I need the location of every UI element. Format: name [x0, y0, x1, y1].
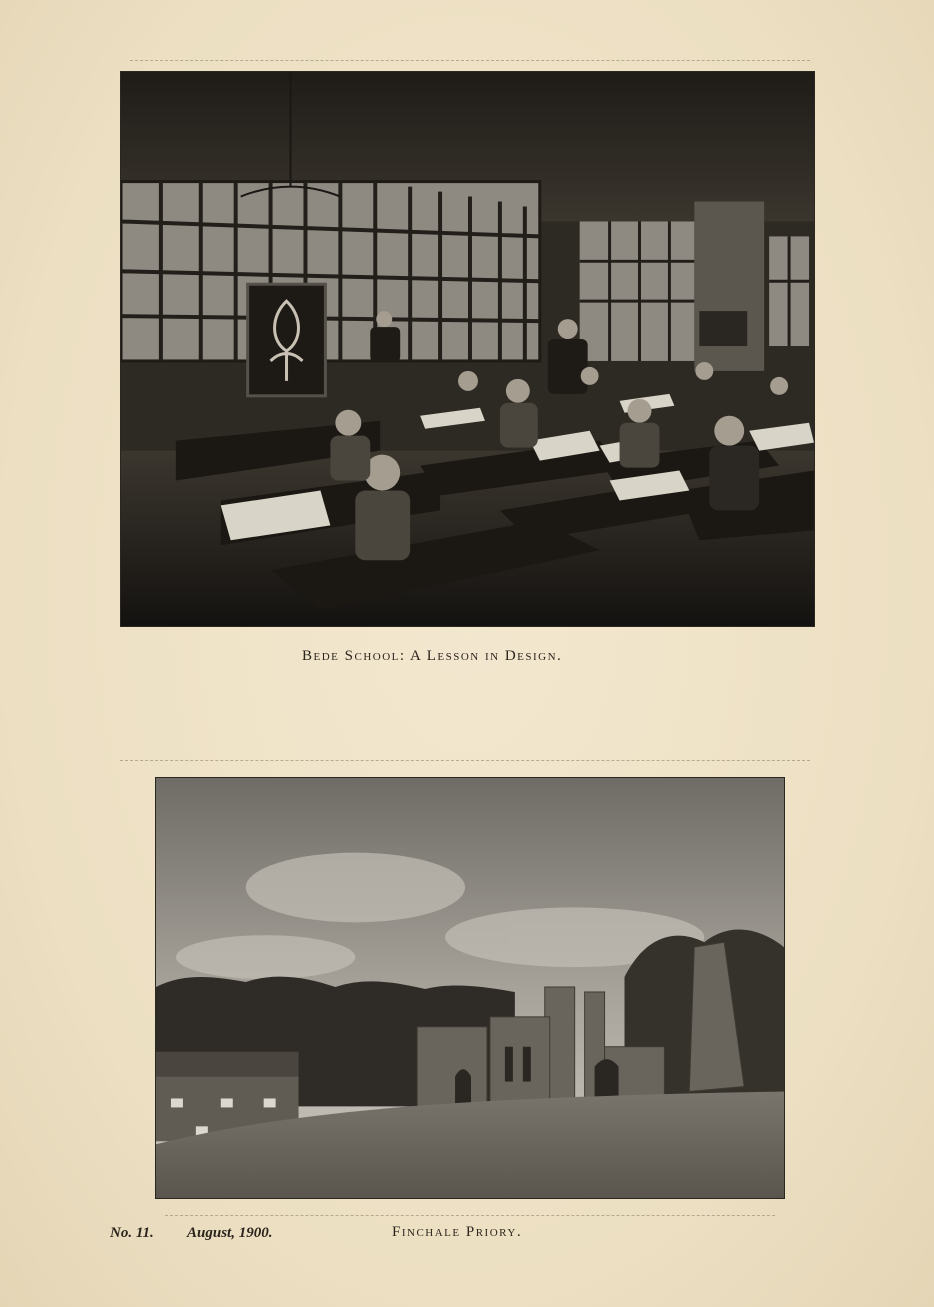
photo-bede-school-classroom: [120, 71, 815, 627]
middle-rule: [120, 760, 810, 761]
top-rule: [130, 60, 810, 61]
photo-finchale-priory: [155, 777, 785, 1199]
issue-date: August, 1900.: [187, 1225, 273, 1241]
photo-caption-bede-school: Bede School: A Lesson in Design.: [302, 648, 563, 664]
issue-number: No. 11.: [110, 1225, 154, 1241]
photo-caption-finchale-priory: Finchale Priory.: [392, 1224, 523, 1240]
bottom-rule: [165, 1215, 775, 1216]
